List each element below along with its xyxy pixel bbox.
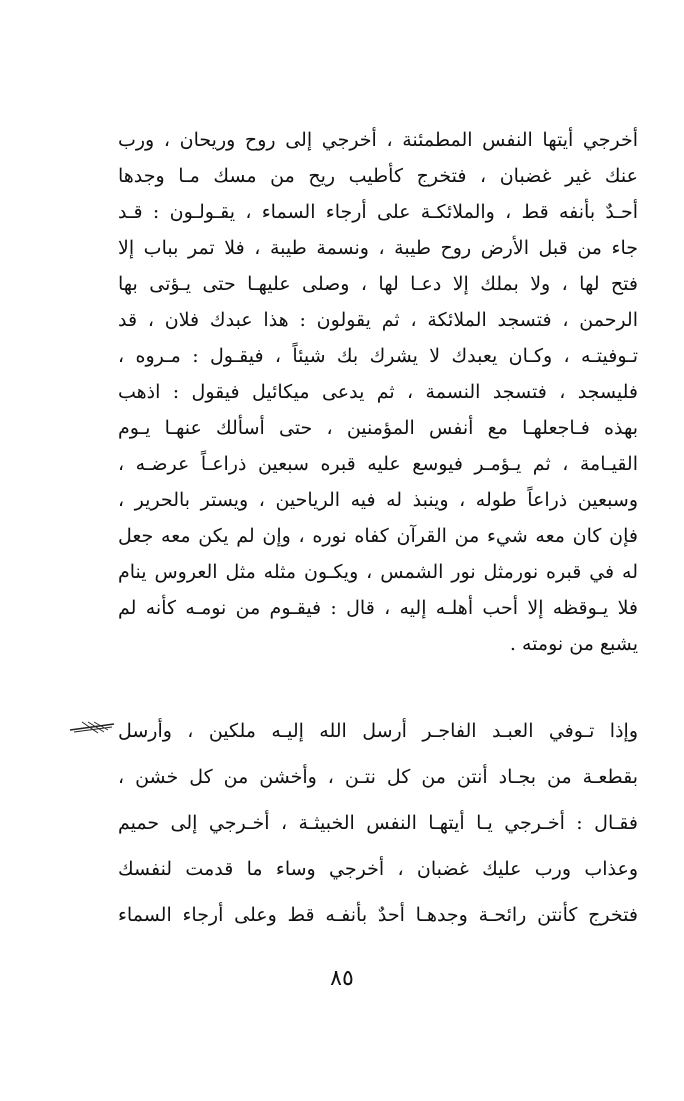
text-line: فتح لها ، ولا بملك إلا دعـا لها ، وصلى عليهـا حتى يـؤتى بها [118, 273, 638, 295]
text-line: أخرجي أيتها النفس المطمئنة ، أخرجي إلى روح وريحان ، ورب [118, 129, 638, 151]
paragraph-1 [118, 122, 638, 662]
text-line: له في قبره نورمثل نور الشمس ، ويكـون مثله مثل العروس ينام [118, 561, 638, 583]
text-line: وإذا تـوفي العبـد الفاجـر أرسل الله إليـه ملكين ، وأرسل [118, 720, 638, 742]
paragraph-2 [118, 708, 638, 938]
text-line: جاء من قبل الأرض روح طيبة ، ونسمة طيبة ، فلا تمر بباب إلا [118, 237, 638, 259]
text-line: فتخرج كأنتن رائحـة وجدهـا أحدٌ بأنفـه قط وعلى أرجاء السماء [118, 904, 638, 926]
text-line: فلا يـوقظه إلا أحب أهلـه إليه ، قال : فيقـوم من نومـه كأنه لم [118, 597, 638, 619]
text-line: فقـال : أخـرجي يـا أيتهـا النفس الخبيثـة ، أخـرجي إلى حميم [118, 812, 638, 834]
text-line: عنك غير غضبان ، فتخرج كأطيب ريح من مسك مـا وجدها [118, 165, 638, 187]
text-line: فليسجد ، فتسجد النسمة ، ثم يدعى ميكائيل فيقول : اذهب [118, 381, 638, 403]
text-line: تـوفيتـه ، وكـان يعبدك لا يشرك بك شيئاً ، فيقـول : مـروه ، [118, 345, 638, 367]
text-line: وسبعين ذراعاً طوله ، وينبذ له فيه الرياحين ، ويستر بالحرير ، [118, 489, 638, 511]
text-line: فإن كان معه شيء من القرآن كفاه نوره ، وإن لم يكن معه جعل [118, 525, 638, 547]
text-line: بهذه فـاجعلهـا مع أنفس المؤمنين ، حتى أسألك عنهـا يـوم [118, 417, 638, 439]
text-line: الرحمن ، فتسجد الملائكة ، ثم يقولون : هذا عبدك فلان ، قد [118, 309, 638, 331]
text-line: بقطعـة من بجـاد أنتن من كل نتـن ، وأخشن من كل خشن ، [118, 766, 638, 788]
text-line: أحـدٌ بأنفه قط ، والملائكـة على أرجاء السماء ، يقـولـون : قـد [118, 201, 638, 223]
page-number: ٨٥ [330, 966, 354, 991]
text-line: يشبع من نومته . [509, 633, 638, 655]
text-line: القيـامة ، ثم يـؤمـر فيوسع عليه قبره سبعين ذراعـاً عرضـه ، [118, 453, 638, 475]
text-line: وعذاب ورب عليك غضبان ، أخرجي وساء ما قدمت لنفسك [118, 858, 638, 880]
paragraph-marker-icon [68, 718, 116, 738]
